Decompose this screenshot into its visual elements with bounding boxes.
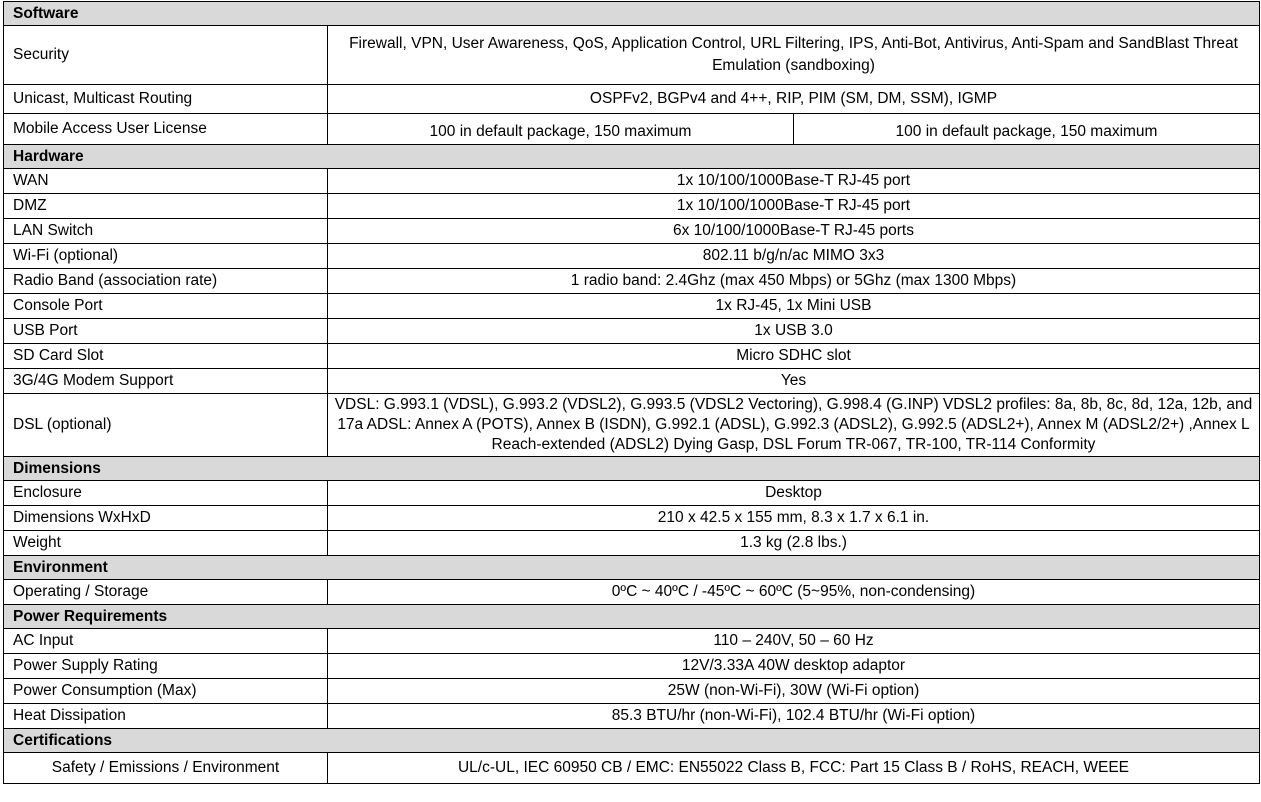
spec-value: Firewall, VPN, User Awareness, QoS, Application Control, URL Filtering, IPS, Anti-Bot, Antivirus, Anti-Spam and SandBlast Threat Emulation (sandboxing)	[328, 26, 1260, 85]
spec-value: VDSL: G.993.1 (VDSL), G.993.2 (VDSL2), G.993.5 (VDSL2 Vectoring), G.998.4 (G.INP) VDSL2 profiles: 8a, 8b, 8c, 8d, 12a, 12b, and 17a ADSL: Annex A (POTS), Annex B (ISDN), G.992.1 (ADSL), G.992.3 (ADSL2), G.992.5 (ADSL2+), Annex M (ADSL2/2+) ,Annex L Reach-extended (ADSL2) Dying Gasp, DSL Forum TR-067, TR-100, TR-114 Conformity	[328, 394, 1260, 457]
specifications-table	[3, 1, 1260, 784]
section-title: Hardware	[4, 145, 1260, 169]
spec-value: OSPFv2, BGPv4 and 4++, RIP, PIM (SM, DM, SSM), IGMP	[328, 85, 1260, 114]
spec-row-radio-band	[4, 269, 1260, 294]
spec-value: 100 in default package, 150 maximum	[328, 114, 794, 145]
spec-row-wan	[4, 169, 1260, 194]
spec-row-safety	[4, 753, 1260, 784]
spec-label: Wi-Fi (optional)	[4, 244, 328, 269]
spec-label: Mobile Access User License	[4, 114, 328, 145]
spec-label: DMZ	[4, 194, 328, 219]
spec-value: 1 radio band: 2.4Ghz (max 450 Mbps) or 5Ghz (max 1300 Mbps)	[328, 269, 1260, 294]
section-title: Software	[4, 2, 1260, 26]
spec-value: 25W (non-Wi-Fi), 30W (Wi-Fi option)	[328, 679, 1260, 704]
spec-row-dmz	[4, 194, 1260, 219]
spec-label: WAN	[4, 169, 328, 194]
spec-row-console-port	[4, 294, 1260, 319]
spec-label: Power Consumption (Max)	[4, 679, 328, 704]
spec-value: 802.11 b/g/n/ac MIMO 3x3	[328, 244, 1260, 269]
spec-value: 1.3 kg (2.8 lbs.)	[328, 531, 1260, 556]
section-header-dimensions	[4, 457, 1260, 481]
section-header-environment	[4, 556, 1260, 580]
spec-row-enclosure	[4, 481, 1260, 506]
spec-row-operating	[4, 580, 1260, 605]
section-header-hardware	[4, 145, 1260, 169]
spec-value: 1x 10/100/1000Base-T RJ-45 port	[328, 194, 1260, 219]
spec-label: SD Card Slot	[4, 344, 328, 369]
spec-label: LAN Switch	[4, 219, 328, 244]
spec-row-usb-port	[4, 319, 1260, 344]
spec-label: USB Port	[4, 319, 328, 344]
spec-row-supply-rating	[4, 654, 1260, 679]
spec-label: Safety / Emissions / Environment	[4, 753, 328, 784]
spec-label: Security	[4, 26, 328, 85]
spec-label: Operating / Storage	[4, 580, 328, 605]
spec-label: 3G/4G Modem Support	[4, 369, 328, 394]
spec-row-sd-card	[4, 344, 1260, 369]
spec-label: Weight	[4, 531, 328, 556]
section-header-certifications	[4, 729, 1260, 753]
spec-row-consumption	[4, 679, 1260, 704]
spec-row-dsl	[4, 394, 1260, 457]
spec-row-heat	[4, 704, 1260, 729]
spec-row-mobile-access	[4, 114, 1260, 145]
spec-row-ac-input	[4, 629, 1260, 654]
spec-value: 1x USB 3.0	[328, 319, 1260, 344]
spec-row-security	[4, 26, 1260, 85]
spec-value: 12V/3.33A 40W desktop adaptor	[328, 654, 1260, 679]
spec-value: 110 – 240V, 50 – 60 Hz	[328, 629, 1260, 654]
spec-label: DSL (optional)	[4, 394, 328, 457]
spec-label: Power Supply Rating	[4, 654, 328, 679]
section-title: Dimensions	[4, 457, 1260, 481]
spec-value: 100 in default package, 150 maximum	[794, 114, 1260, 145]
spec-label: Unicast, Multicast Routing	[4, 85, 328, 114]
section-title: Power Requirements	[4, 605, 1260, 629]
spec-value: Micro SDHC slot	[328, 344, 1260, 369]
spec-value: 85.3 BTU/hr (non-Wi-Fi), 102.4 BTU/hr (Wi-Fi option)	[328, 704, 1260, 729]
section-header-power	[4, 605, 1260, 629]
section-title: Environment	[4, 556, 1260, 580]
section-header-software	[4, 2, 1260, 26]
spec-row-modem	[4, 369, 1260, 394]
spec-label: Dimensions WxHxD	[4, 506, 328, 531]
spec-label: Enclosure	[4, 481, 328, 506]
spec-row-routing	[4, 85, 1260, 114]
spec-label: Console Port	[4, 294, 328, 319]
spec-value: 1x RJ-45, 1x Mini USB	[328, 294, 1260, 319]
spec-row-lan-switch	[4, 219, 1260, 244]
spec-value: 210 x 42.5 x 155 mm, 8.3 x 1.7 x 6.1 in.	[328, 506, 1260, 531]
section-title: Certifications	[4, 729, 1260, 753]
spec-row-dimensions	[4, 506, 1260, 531]
spec-value: Desktop	[328, 481, 1260, 506]
spec-label: AC Input	[4, 629, 328, 654]
spec-row-wifi	[4, 244, 1260, 269]
spec-value: UL/c-UL, IEC 60950 CB / EMC: EN55022 Class B, FCC: Part 15 Class B / RoHS, REACH, WEEE	[328, 753, 1260, 784]
spec-value: 0ºC ~ 40ºC / -45ºC ~ 60ºC (5~95%, non-condensing)	[328, 580, 1260, 605]
spec-label: Radio Band (association rate)	[4, 269, 328, 294]
spec-value: Yes	[328, 369, 1260, 394]
spec-value: 6x 10/100/1000Base-T RJ-45 ports	[328, 219, 1260, 244]
spec-label: Heat Dissipation	[4, 704, 328, 729]
spec-row-weight	[4, 531, 1260, 556]
spec-value: 1x 10/100/1000Base-T RJ-45 port	[328, 169, 1260, 194]
